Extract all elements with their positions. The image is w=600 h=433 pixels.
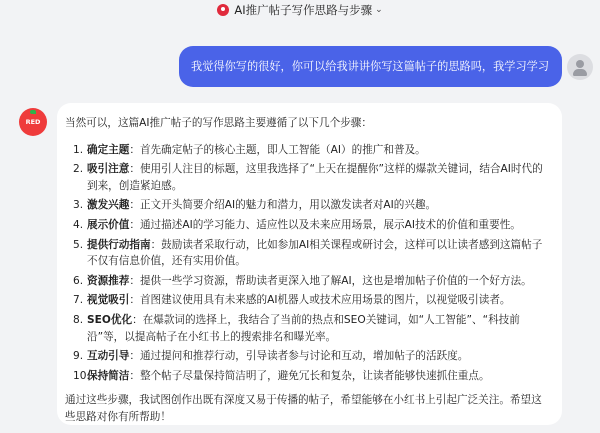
- assistant-avatar: [19, 108, 47, 136]
- step-title: 展示价值: [87, 218, 130, 231]
- step-title: 激发兴趣: [87, 199, 130, 212]
- step-number: 1.: [73, 143, 84, 156]
- step-number: 7.: [73, 294, 84, 307]
- step-number: 6.: [73, 274, 84, 287]
- step-title: 资源推荐: [87, 274, 130, 287]
- step-item: [65, 197, 552, 214]
- step-number: 9.: [73, 350, 84, 363]
- step-number: 3.: [73, 199, 84, 212]
- user-message-bubble: 我觉得你写的很好，你可以给我讲讲你写这篇帖子的思路吗，我学习学习: [179, 46, 562, 87]
- step-text: ：通过提问和推荐行动，引导读者参与讨论和互动，增加帖子的活跃度。: [129, 350, 469, 363]
- step-title: 保持简洁: [87, 369, 130, 382]
- step-text: ：首先确定帖子的核心主题，即人工智能（AI）的推广和普及。: [129, 143, 426, 156]
- step-text: ：首图建议使用具有未来感的AI机器人或技术应用场景的图片，以视觉吸引读者。: [129, 294, 511, 307]
- step-title: 吸引注意: [87, 163, 130, 176]
- assistant-outro: 通过这些步骤，我试图创作出既有深度又易于传播的帖子，希望能够在小红书上引起广泛关注。希望这些思路对你有所帮助！: [65, 394, 542, 423]
- step-text: ：通过描述AI的学习能力、适应性以及未来应用场景，展示AI技术的价值和重要性。: [129, 218, 521, 231]
- conversation-title[interactable]: AI推广帖子写作思路与步骤: [234, 3, 373, 17]
- step-item: [65, 273, 552, 290]
- step-item: [65, 292, 552, 309]
- leaf-icon: [30, 110, 36, 114]
- step-number: 10.: [73, 369, 90, 382]
- step-text: ：使用引人注目的标题，这里我选择了“上天在提醒你”这样的爆款关键词，结合AI时代的到来，创造紧迫感。: [87, 163, 543, 192]
- step-text: ：整个帖子尽量保持简洁明了，避免冗长和复杂，让读者能够快速抓住重点。: [129, 369, 490, 382]
- step-text: ：正文开头简要介绍AI的魅力和潜力，用以激发读者对AI的兴趣。: [129, 199, 437, 212]
- chevron-down-icon[interactable]: ⌄: [375, 5, 383, 15]
- step-title: 视觉吸引: [87, 294, 130, 307]
- step-item: [65, 348, 552, 365]
- step-item: [65, 368, 552, 385]
- step-item: [65, 217, 552, 234]
- avatar-head: [576, 60, 584, 68]
- step-title: SEO优化: [87, 313, 133, 326]
- step-number: 5.: [73, 238, 84, 251]
- step-number: 8.: [73, 313, 84, 326]
- step-text: ：提供一些学习资源，帮助读者更深入地了解AI，这也是增加帖子价值的一个好方法。: [129, 274, 532, 287]
- assistant-intro: 当然可以，这篇AI推广帖子的写作思路主要遵循了以下几个步骤：: [65, 117, 372, 129]
- assistant-avatar-label: RED: [25, 118, 41, 126]
- step-title: 互动引导: [87, 350, 130, 363]
- steps-list: [65, 142, 552, 385]
- step-item: [65, 237, 552, 270]
- assistant-message-card: [57, 103, 562, 425]
- step-item: [65, 142, 552, 159]
- step-title: 提供行动指南: [87, 238, 151, 251]
- user-avatar-icon: [567, 54, 593, 80]
- user-message-row: [0, 46, 600, 90]
- avatar-body: [573, 69, 587, 76]
- step-number: 2.: [73, 163, 84, 176]
- step-item: [65, 161, 552, 194]
- step-item: [65, 312, 552, 345]
- step-text: ：在爆款词的选择上，我结合了当前的热点和SEO关键词，如“人工智能”、“科技前沿”等，以提高帖子在小红书上的搜索排名和曝光率。: [87, 313, 520, 343]
- conversation-title-bar[interactable]: [0, 0, 600, 20]
- step-text: ：鼓励读者采取行动，比如参加AI相关课程或研讨会，这样可以让读者感到这篇帖子不仅有信息价值，还有实用价值。: [87, 238, 543, 268]
- step-number: 4.: [73, 218, 84, 231]
- app-logo-icon: [217, 4, 229, 16]
- step-title: 确定主题: [87, 143, 130, 156]
